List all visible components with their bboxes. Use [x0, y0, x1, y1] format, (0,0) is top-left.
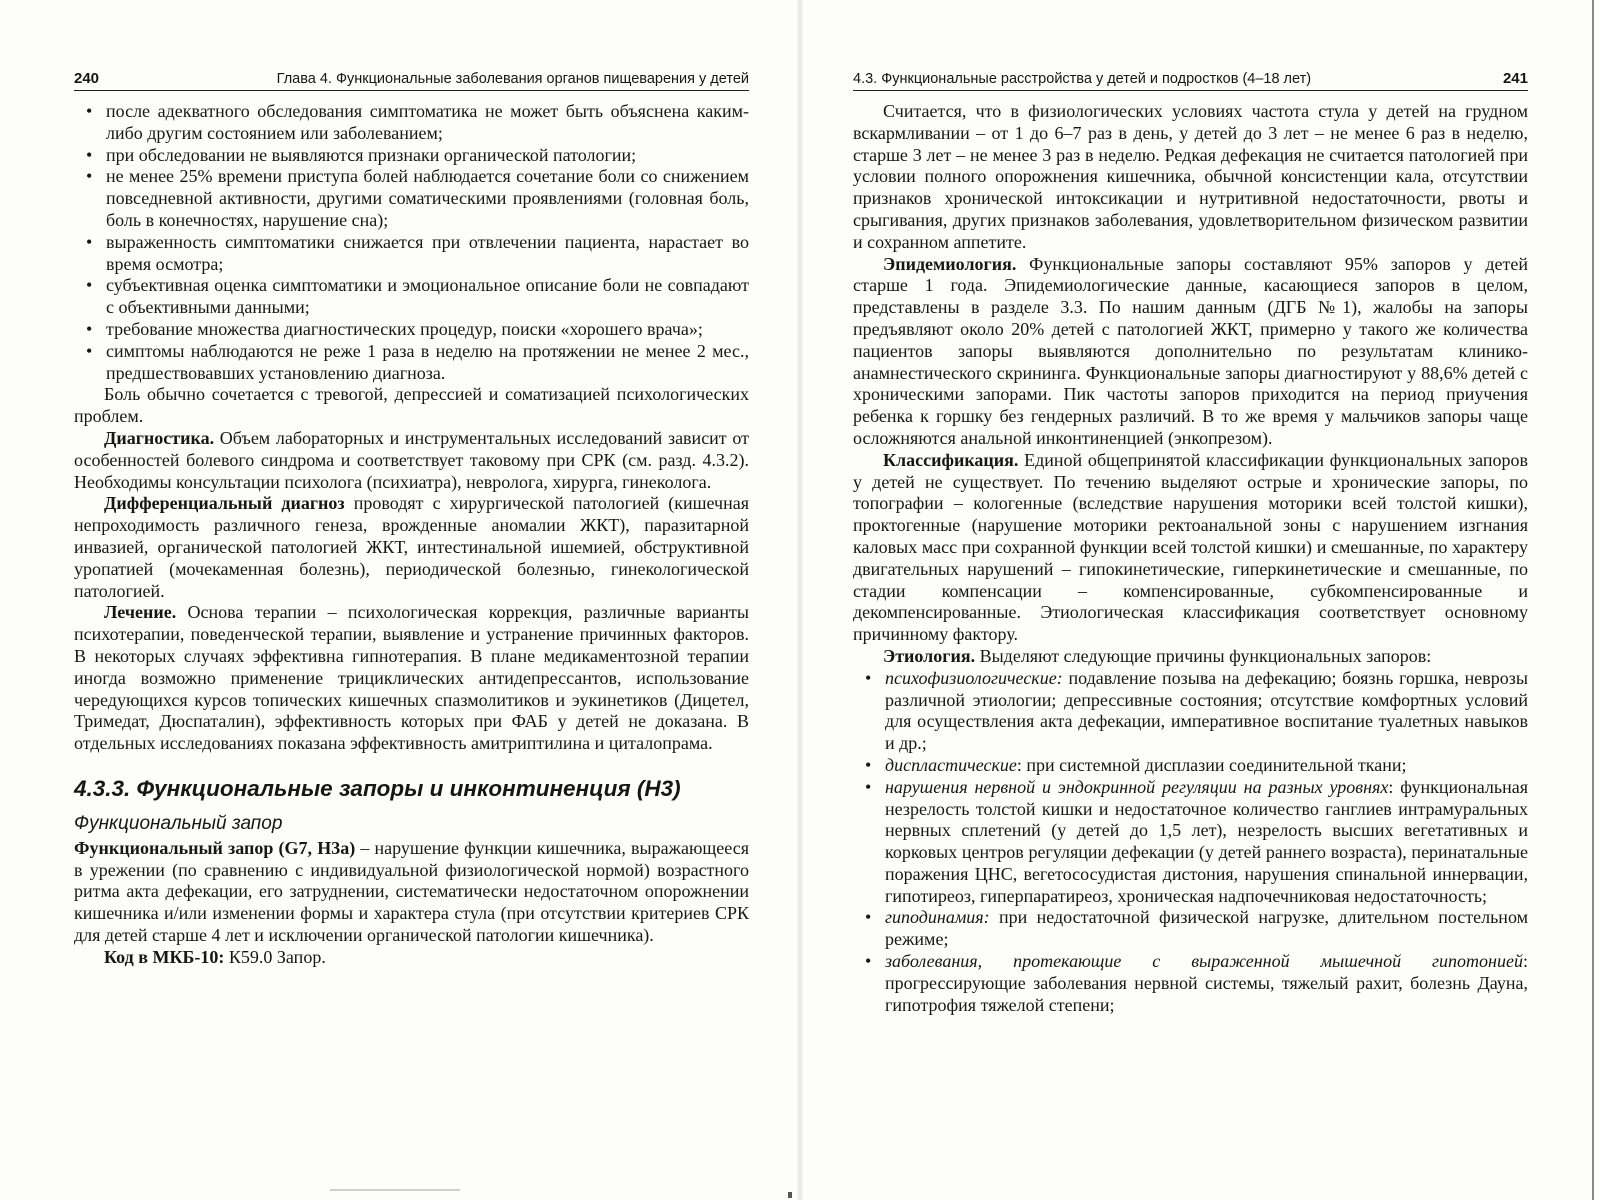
criteria-list	[74, 101, 749, 384]
etiology-item-text: при недостаточной физической нагрузке, длительном постельном режиме;	[885, 907, 1528, 950]
pain-paragraph: Боль обычно сочетается с тревогой, депрессией и соматизацией психологических проблем.	[74, 384, 749, 427]
differential-paragraph	[74, 493, 749, 602]
list-item	[885, 668, 1528, 755]
list-item	[885, 907, 1528, 951]
differential-term: Дифференциальный диагноз	[104, 493, 345, 514]
list-item: • не менее 25% времени приступа болей наблюдается сочетание боли со снижением повседневной активности, другими соматическими проявлениями (головная боль, боль в конечностях, нарушение сна);	[106, 166, 749, 231]
section-heading: 4.3.3. Функциональные запоры и инконтиненция (Н3)	[74, 775, 681, 801]
definition-paragraph	[74, 838, 749, 947]
etiology-item-term: гиподинамия:	[885, 907, 990, 928]
list-item	[885, 951, 1528, 1016]
subsection-heading: Функциональный запор	[74, 812, 283, 834]
treatment-paragraph	[74, 602, 749, 755]
classification-paragraph	[853, 450, 1528, 646]
right-running-head	[853, 70, 1528, 91]
list-item: • после адекватного обследования симптоматика не может быть объяснена каким-либо другим состоянием или заболеванием;	[106, 101, 749, 145]
etiology-item-text: : прогрессирующие заболевания нервной системы, тяжелый рахит, болезнь Дауна, гипотрофия тяжелой степени;	[885, 951, 1528, 1015]
right-body-text	[853, 101, 1528, 1016]
definition-term: Функциональный запор (G7, Н3а)	[74, 837, 356, 858]
diagnostics-term: Диагностика.	[104, 427, 215, 448]
classification-text: Единой общепринятой классификации функциональных запоров у детей не существует. По течению выделяют острые и хронические запоры, по топографии – кологенные (вследствие нарушения моторики всей толстой кишки), проктогенные (нарушение моторики ректоанальной зоны с нарушением изгнания каловых масс при сохранной функции всей толстой кишки) и смешанные, по характеру двигательных нарушений – гипокинетические, гиперкинетические и смешанные, по стадии компенсации – компенсированные, субкомпенсированные и декомпенсированные. Этиологическая классификация соответствует основному причинному фактору.	[853, 449, 1528, 645]
etiology-term: Этиология.	[883, 645, 976, 666]
list-item: • при обследовании не выявляются признаки органической патологии;	[106, 145, 749, 167]
treatment-term: Лечение.	[104, 602, 177, 623]
epidemiology-text: Функциональные запоры составляют 95% запоров у детей старше 1 года. Эпидемиологические данные, касающиеся запоров в целом, представлены в разделе 3.3. По нашим данным (ДГБ №1), жалобы на запоры предъявляют около 20% детей с патологией ЖКТ, примерно у такого же количества пациентов запоры выявляются дополнительно по результатам клинико-анамнестического скрининга. Функциональные запоры диагностируют у 88,6% детей с хроническими запорами. Пик частоты запоров приходится на период приучения ребенка к горшку без гендерных различий. В то же время у мальчиков запоры чаще осложняются анальной инконтиненцией (энкопрезом).	[853, 253, 1528, 448]
icd-text: К59.0 Запор.	[224, 946, 326, 967]
left-running-head	[74, 70, 749, 91]
left-body-text	[74, 101, 749, 968]
epidemiology-paragraph	[853, 254, 1528, 450]
book-gutter	[797, 0, 803, 1200]
right-running-title: 4.3. Функциональные расстройства у детей и подростков (4–18 лет)	[853, 71, 1312, 87]
etiology-item-text: : при системной дисплазии соединительной ткани;	[1016, 754, 1407, 775]
list-item: • выраженность симптоматики снижается при отвлечении пациента, нарастает во время осмотра;	[106, 232, 749, 276]
etiology-paragraph	[853, 646, 1528, 668]
list-item	[885, 755, 1528, 777]
etiology-item-text: подавление позыва на дефекацию; боязнь горшка, неврозы различной этиологии; депрессивные состояния; отсутствие комфортных условий для осуществления акта дефекации, императивное воспитание туалетных навыков и др.;	[885, 667, 1528, 754]
right-page-number: 241	[1502, 70, 1528, 87]
scan-artifact	[788, 1192, 792, 1198]
treatment-text: Основа терапии – психологическая коррекция, различные варианты психотерапии, поведенческой терапии, выявление и устранение причинных факторов. В некоторых случаях эффективна гипнотерапия. В плане медикаментозной терапии иногда возможно применение трициклических антидепрессантов, использование чередующихся курсов топических кишечных спазмолитиков и эукинетиков (Дицетел, Тримедат, Дюспаталин), эффективность которых при ФАБ у детей не доказана. В отдельных исследованиях показана эффективность амитриптилина и циталопрама.	[74, 602, 749, 754]
etiology-text: Выделяют следующие причины функциональных запоров:	[975, 645, 1432, 666]
list-item	[885, 777, 1528, 908]
scan-artifact	[330, 1189, 460, 1191]
diagnostics-paragraph	[74, 428, 749, 493]
etiology-item-term: диспластические	[885, 754, 1017, 775]
list-item: • субъективная оценка симптоматики и эмоциональное описание боли не совпадают с объективными данными;	[106, 275, 749, 319]
etiology-item-text: : функциональная незрелость толстой кишки и недостаточное количество ганглиев интрамуральных нервных сплетений (у детей до 1,5 лет), незрелость высших вегетативных и корковых центров регуляции дефекации (у детей раннего возраста), перинатальные поражения ЦНС, вегетососудистая дистония, нарушения спинальной иннервации, гипотиреоз, гиперпаратиреоз, хроническая надпочечниковая недостаточность;	[885, 776, 1528, 906]
list-item: • требование множества диагностических процедур, поиски «хорошего врача»;	[106, 319, 749, 341]
diagnostics-text: Объем лабораторных и инструментальных исследований зависит от особенностей болевого синдрома и соответствует таковому при СРК (см. разд. 4.3.2). Необходимы консультации психолога (психиатра), невролога, хирурга, гинеколога.	[74, 427, 749, 492]
intro-paragraph: Считается, что в физиологических условиях частота стула у детей на грудном вскармливании – от 1 до 6–7 раз в день, у детей до 3 лет – не менее 6 раз в неделю, старше 3 лет – не менее 3 раз в неделю. Редкая дефекация не считается патологией при условии полного опорожнения кишечника, обычной консистенции кала, отсутствии признаков хронической интоксикации и нутритивной недостаточности, рвоты и срыгивания, других признаков заболевания, удовлетворительном физическом развитии и сохранном аппетите.	[853, 101, 1528, 252]
definition-text: – нарушение функции кишечника, выражающееся в урежении (по сравнению с индивидуальной физиологической нормой) возрастного ритма акта дефекации, его затруднении, систематически недостаточном опорожнении кишечника и/или изменении формы и характера стула (при отсутствии критериев СРК для детей старше 4 лет и исключении органической патологии кишечника).	[74, 837, 749, 945]
classification-term: Классификация.	[883, 449, 1019, 470]
list-item: • симптомы наблюдаются не реже 1 раза в неделю на протяжении не менее 2 мес., предшествовавших установлению диагноза.	[106, 341, 749, 385]
etiology-list	[853, 668, 1528, 1017]
differential-text: проводят с хирургической патологией (кишечная непроходимость различного генеза, врожденные аномалии ЖКТ), паразитарной инвазией, органической патологией ЖКТ, интестинальной ишемией, обструктивной уропатией (мочекаменная болезнь), периодической болезнью, гинекологической патологией.	[74, 493, 749, 601]
page-edge	[1592, 0, 1594, 1200]
etiology-item-term: нарушения нервной и эндокринной регуляции на разных уровнях	[885, 776, 1389, 797]
epidemiology-term: Эпидемиология.	[883, 253, 1017, 274]
icd-term: Код в МКБ-10:	[104, 946, 225, 967]
icd-paragraph	[74, 947, 749, 969]
etiology-item-term: заболевания, протекающие с выраженной мышечной гипотонией	[885, 951, 1523, 972]
etiology-item-term: психофизиологические:	[885, 667, 1063, 688]
left-page	[74, 70, 749, 1180]
left-running-title: Глава 4. Функциональные заболевания органов пищеварения у детей	[276, 71, 749, 87]
left-page-number: 240	[74, 70, 100, 87]
right-page	[853, 70, 1528, 1180]
